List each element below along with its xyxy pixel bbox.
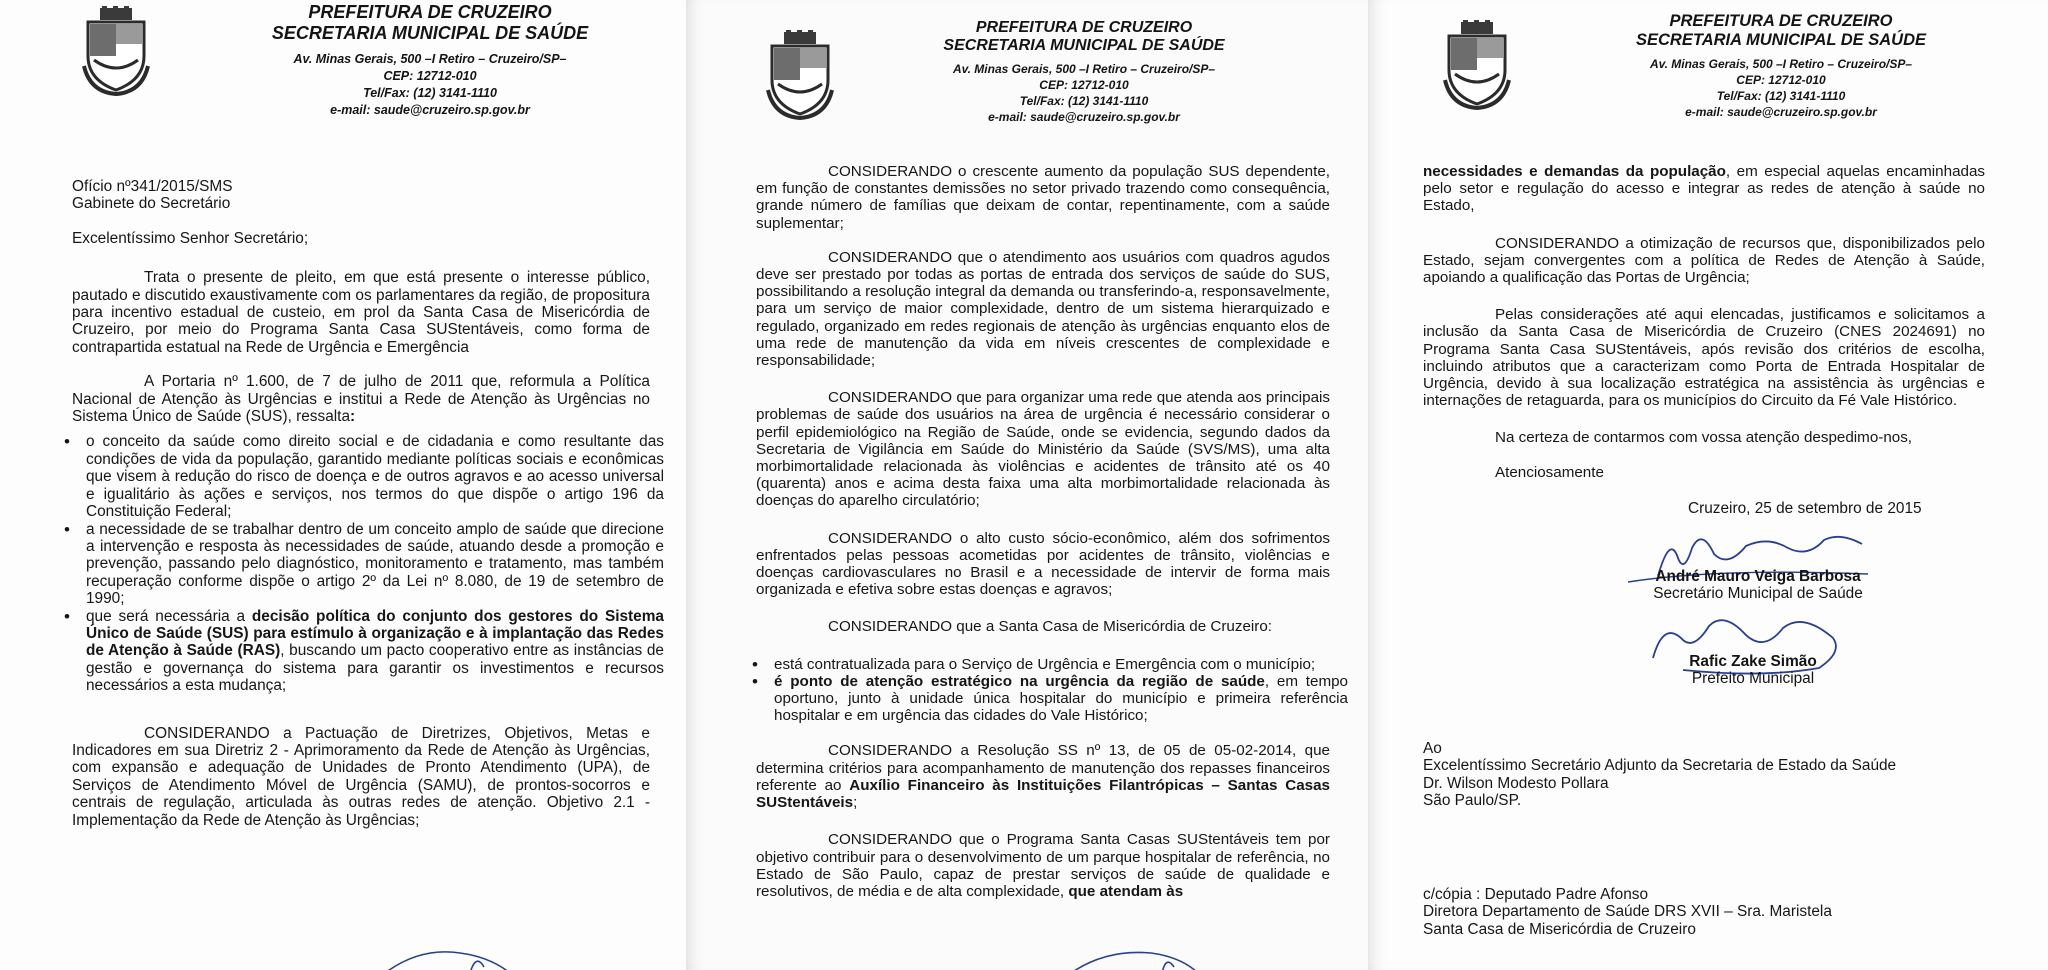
paragraph-emphasis: necessidades e demandas da população <box>1423 163 1726 180</box>
letterhead-address: Av. Minas Gerais, 500 –I Retiro – Cruzeiro/SP– <box>952 62 1216 76</box>
list-item-text: , em tempo oportuno, junto à unidade única hospitalar do município e primeira referência hospitalar e em urgência das cidades do Vale Histórico; <box>774 672 1348 725</box>
list-item-text: , buscando um pacto cooperativo entre as instâncias de gestão e governança do sistema para garantir os investimentos e recursos necessários a esta mudança; <box>86 642 664 695</box>
page3-body <box>1423 163 1985 498</box>
list-item <box>86 608 664 695</box>
letterhead-address: Av. Minas Gerais, 500 –I Retiro – Cruzeiro/SP– <box>1649 57 1913 71</box>
letterhead-subtitle: SECRETARIA MUNICIPAL DE SAÚDE <box>271 23 589 43</box>
paragraph <box>72 373 650 425</box>
recipient-line: São Paulo/SP. <box>1423 792 1522 810</box>
paragraph-text: CONSIDERANDO que o Programa Santa Casas SUStentáveis tem por objetivo contribuir para o desenvolvimento de um parque hospitalar de referência, no Estado de São Paulo, capaz de prestar serviços de saúde de qualidade e resolutivos, de média e de alta complexidade, <box>756 831 1330 900</box>
signatory-name: André Mauro Veiga Barbosa <box>1655 568 1861 585</box>
paragraph: CONSIDERANDO que o atendimento aos usuários com quadros agudos deve ser prestado por todas as portas de entrada dos serviços de saúde do SUS, possibilitando a resolução integral da demanda ou transferindo-a, responsavelmente, para um serviço de maior complexidade, dentro de um sistema hierarquizado e regulado, organizado em redes regionais de atenção às urgências enquanto elos de uma rede de manutenção da vida em níveis crescentes de complexidade e responsabilidade; <box>756 248 1330 370</box>
cc-line: Diretora Departamento de Saúde DRS XVII – Sra. Maristela <box>1423 903 1832 921</box>
letterhead <box>270 2 590 119</box>
letterhead-title: PREFEITURA DE CRUZEIRO <box>308 2 552 22</box>
letterhead-phone: Tel/Fax: (12) 3141-1110 <box>1019 94 1149 108</box>
salutation: Excelentíssimo Senhor Secretário; <box>72 229 309 247</box>
letterhead-email: e-mail: saude@cruzeiro.sp.gov.br <box>988 110 1180 124</box>
paragraph: CONSIDERANDO a otimização de recursos que, disponibilizados pelo Estado, sejam convergentes com a política de Redes de Atenção à Saúde, apoiando a qualificação das Portas de Urgência; <box>1423 234 1985 287</box>
signature-fragment <box>1066 945 1206 970</box>
list-item <box>774 673 1348 725</box>
letterhead-address: Av. Minas Gerais, 500 –I Retiro – Cruzeiro/SP– <box>293 52 567 66</box>
paragraph: CONSIDERANDO o crescente aumento da população SUS dependente, em função de constantes demissões no setor privado trazendo como consequência, grande número de famílias que deixam de contar, repentinamente, com a saúde suplementar; <box>756 163 1330 232</box>
letterhead-cep: CEP: 12712-010 <box>383 69 477 83</box>
recipient-block <box>1423 740 2023 810</box>
letter-page-2 <box>686 0 1368 970</box>
paragraph: Na certeza de contarmos com vossa atenção despedimo-nos, <box>1495 429 1913 447</box>
cc-line: Santa Casa de Misericórdia de Cruzeiro <box>1423 920 1696 938</box>
letter-page-3 <box>1368 0 2048 970</box>
letterhead-title: PREFEITURA DE CRUZEIRO <box>975 19 1193 36</box>
city-crest-icon <box>1441 20 1513 110</box>
paragraph-emphasis: que atendam às <box>1068 882 1184 900</box>
list-item: • o conceito da saúde como direito social e de cidadania e como resultante das condições de vida da população, garantido mediante políticas sociais e econômicas que visem à redução do risco de doença e de outros agravos e ao acesso universal e igualitário às ações e serviços, nos termos do que dispõe o artigo 196 da Constituição Federal; <box>86 433 664 520</box>
office-department: Gabinete do Secretário <box>72 195 231 213</box>
city-crest-icon <box>764 30 836 120</box>
cc-line: c/cópia : Deputado Padre Afonso <box>1423 886 1649 903</box>
letterhead-phone: Tel/Fax: (12) 3141-1110 <box>363 86 497 100</box>
paragraph-colon: : <box>350 408 356 426</box>
letterhead-email: e-mail: saude@cruzeiro.sp.gov.br <box>1685 105 1877 119</box>
signatory-name: Rafic Zake Simão <box>1689 653 1817 670</box>
signatory-title: Prefeito Municipal <box>1691 670 1815 688</box>
list-item: • a necessidade de se trabalhar dentro de um conceito amplo de saúde que direcione a intervenção e resposta às necessidades de saúde, atuando desde a promoção e prevenção, passando pelo diagnóstico, monitoramento e tratamento, mas também recuperação conforme dispõe o artigo 2º da Lei nº 8.080, de 19 de setembro de 1990; <box>86 521 664 608</box>
paragraph-text: ; <box>853 794 858 812</box>
letterhead-phone: Tel/Fax: (12) 3141-1110 <box>1716 89 1846 103</box>
office-number: Ofício nº341/2015/SMS <box>72 178 233 195</box>
paragraph: Pelas considerações até aqui elencadas, justificamos e solicitamos a inclusão da Santa Casa de Misericórdia de Cruzeiro (CNES 2024691) no Programa Santa Casa SUStentáveis, após revisão dos critérios de escolha, incluindo atributos que a caracterizam como Porta de Entrada Hospitalar de Urgência, devido à sua localização estratégica na assistência às urgências e internações de retaguarda, para os municípios do Circuito da Fé Vale Histórico. <box>1423 306 1985 410</box>
signature-fragment <box>380 945 520 970</box>
letterhead <box>1626 12 1936 120</box>
paragraph <box>756 742 1330 811</box>
letterhead-cep: CEP: 12712-010 <box>1039 78 1129 92</box>
list-item-emphasis: decisão política do conjunto dos gestores do Sistema Único de Saúde (SUS) para estímulo à organização e à implantação das Redes de Atenção à Saúde (RAS) <box>86 607 664 660</box>
signatory-title: Secretário Municipal de Saúde <box>1653 585 1863 603</box>
paragraph-emphasis: Auxílio Financeiro às Instituições Filantrópicas – Santas Casas SUStentáveis <box>756 776 1331 812</box>
letterhead-email: e-mail: saude@cruzeiro.sp.gov.br <box>330 103 530 117</box>
closing: Atenciosamente <box>1495 463 1604 481</box>
page2-body <box>756 163 1348 917</box>
paragraph: CONSIDERANDO que a Santa Casa de Misericórdia de Cruzeiro: <box>828 618 1272 636</box>
paragraph: Trata o presente de pleito, em que está presente o interesse público, pautado e discutido exaustivamente com os parlamentares da região, de propositura para incentivo estadual de custeio, em prol da Santa Casa de Misericórdia de Cruzeiro, por meio do Programa Santa Casa SUStentáveis, como forma de contrapartida estatual na Rede de Urgência e Emergência <box>72 269 650 356</box>
recipient-line: Dr. Wilson Modesto Pollara <box>1423 774 1609 792</box>
paragraph <box>756 831 1330 900</box>
paragraph-text: , em especial aquelas encaminhadas pelo setor e regulação do acesso e integrar as redes de atenção à saúde no Estado, <box>1423 163 1985 215</box>
paragraph-text: A Portaria nº 1.600, de 7 de julho de 2011 que, reformula a Política Nacional de Atenção às Urgências e institui a Rede de Atenção às Urgências no Sistema Único de Saúde (SUS), ressalta <box>72 373 650 426</box>
recipient-line: Excelentíssimo Secretário Adjunto da Secretaria de Estado da Saúde <box>1423 757 1897 775</box>
letterhead-subtitle: SECRETARIA MUNICIPAL DE SAÚDE <box>943 37 1225 54</box>
paragraph: CONSIDERANDO que para organizar uma rede que atenda aos principais problemas de saúde dos usuários na área de urgência é necessário considerar o perfil epidemiológico na Região de Saúde, onde se evidencia, segundo dados da Secretaria de Vigilância em Saúde do Ministério da Saúde (SVS/MS), uma alta morbimortalidade relacionada às violências e acidentes de trânsito até os 40 (quarenta) anos e acima desta faixa uma alta morbimortalidade relacionada às doenças do aparelho circulatório; <box>756 389 1330 510</box>
paragraph-text: CONSIDERANDO a Resolução SS nº 13, de 05 de 05-02-2014, que determina critérios para acompanhamento de manutenção dos repasses financeiros referente ao <box>756 742 1330 794</box>
signatory-2 <box>1633 653 1873 688</box>
bullet-list <box>686 656 1348 725</box>
letterhead-title: PREFEITURA DE CRUZEIRO <box>1669 12 1893 30</box>
bullet-list <box>0 433 664 694</box>
paragraph: CONSIDERANDO o alto custo sócio-econômico, além dos sofrimentos enfrentados pelas pessoas acometidas por acidentes de trânsito, violências e doenças cardiovasculares no Brasil e a necessidade de intervir de forma mais organizada e efetiva sobre estas doenças e agravos; <box>756 529 1330 599</box>
list-item-text: que será necessária a <box>86 607 252 625</box>
recipient-ao: Ao <box>1423 740 1442 757</box>
letterhead <box>934 19 1234 125</box>
paragraph: CONSIDERANDO a Pactuação de Diretrizes, Objetivos, Metas e Indicadores em sua Diretriz 2 - Aprimoramento da Rede de Atenção às Urgências, com expansão e adequação de Unidades de Pronto Atendimento (UPA), de Serviços de Atendimento Móvel de Urgência (SAMU), de prontos-socorros e centrais de regulação, articulada às outras redes de atenção. Objetivo 2.1 - Implementação da Rede de Atenção às Urgências; <box>72 724 650 829</box>
signatory-1 <box>1618 568 1898 603</box>
letterhead-cep: CEP: 12712-010 <box>1736 73 1826 87</box>
list-item-emphasis: é ponto de atenção estratégico na urgência da região de saúde <box>774 672 1265 690</box>
letter-page-1 <box>0 0 686 970</box>
date-line: Cruzeiro, 25 de setembro de 2015 <box>1688 500 1922 517</box>
letterhead-subtitle: SECRETARIA MUNICIPAL DE SAÚDE <box>1636 31 1926 49</box>
city-crest-icon <box>80 6 152 96</box>
paragraph <box>1423 163 1985 215</box>
list-item: • está contratualizada para o Serviço de Urgência e Emergência com o município; <box>774 656 1348 673</box>
cc-block <box>1423 886 2023 938</box>
page1-body <box>72 178 664 846</box>
